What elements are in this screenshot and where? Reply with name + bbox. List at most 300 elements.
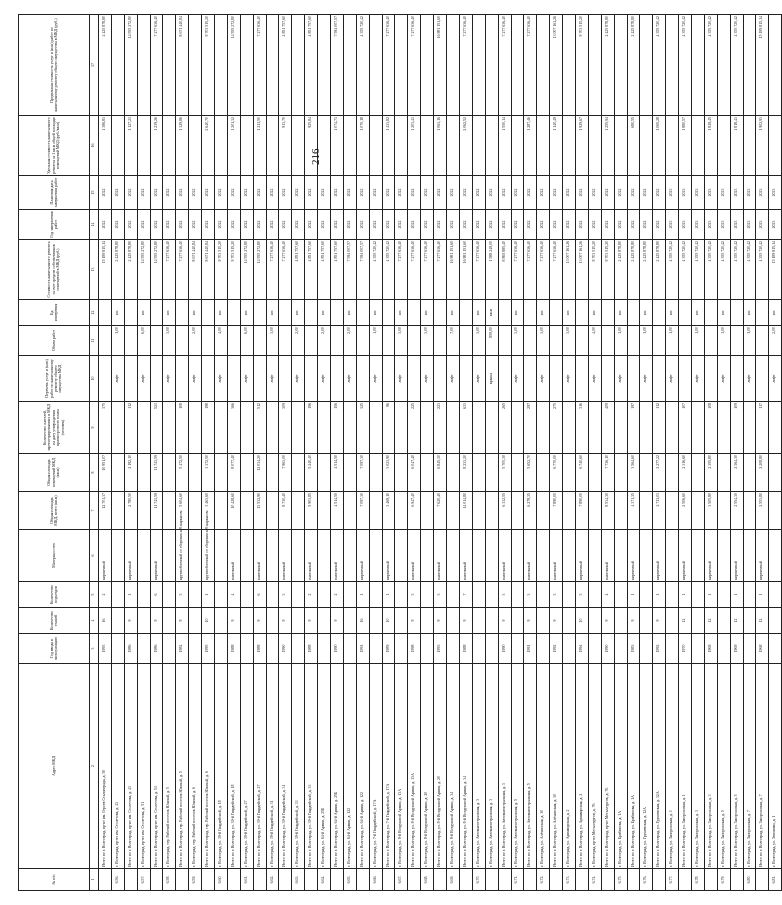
- table-cell: 2 208,80: [756, 454, 769, 492]
- table-cell: [343, 402, 356, 454]
- table-row: [472, 15, 485, 891]
- table-cell: [176, 356, 189, 402]
- table-cell: [511, 530, 524, 582]
- header-row: [19, 15, 90, 891]
- table-cell: 1 239,26: [150, 116, 163, 176]
- table-cell: 4 851 757,60: [331, 240, 344, 300]
- table-cell: [176, 300, 189, 326]
- table-cell: [511, 15, 524, 116]
- table-cell: лифт: [769, 356, 782, 402]
- table-cell: [485, 634, 498, 664]
- table-cell: кирпичный: [704, 530, 717, 582]
- table-cell: 2022: [292, 176, 305, 210]
- table-cell: 316: [575, 402, 588, 454]
- table-cell: [382, 326, 395, 356]
- table-cell: 3,00: [563, 326, 576, 356]
- table-cell: [356, 869, 369, 891]
- table-cell: 4 514,50: [331, 492, 344, 530]
- table-cell: 12: [730, 608, 743, 634]
- table-cell: 2022: [253, 210, 266, 240]
- table-cell: [601, 326, 614, 356]
- table-row: [408, 15, 421, 891]
- table-cell: [511, 402, 524, 454]
- table-cell: 6.74.: [588, 869, 601, 891]
- table-cell: [434, 300, 447, 326]
- table-cell: 13 007 161,26: [550, 15, 563, 116]
- table-cell: 4: [601, 582, 614, 608]
- table-cell: [704, 869, 717, 891]
- table-cell: [382, 356, 395, 402]
- table-cell: 4 851 757,60: [292, 240, 305, 300]
- table-cell: [318, 582, 331, 608]
- table-cell: 2022: [563, 176, 576, 210]
- table-cell: [395, 402, 408, 454]
- table-cell: [679, 300, 692, 326]
- table-cell: 1 140,49: [550, 116, 563, 176]
- table-cell: г. Волгоград, ул. 8-й Воздушной Армии, д. 34: [447, 664, 460, 869]
- table-cell: 2022: [601, 210, 614, 240]
- table-cell: 2022: [447, 176, 460, 210]
- table-cell: панельный: [279, 530, 292, 582]
- table-cell: г. Волгоград, ул. 8-й Воздушной Армии, д. 13А: [395, 664, 408, 869]
- table-cell: [318, 608, 331, 634]
- table-cell: [408, 869, 421, 891]
- table-cell: 6 770,00: [550, 454, 563, 492]
- table-cell: [163, 634, 176, 664]
- table-cell: 4: [227, 582, 240, 608]
- table-cell: 2022: [356, 210, 369, 240]
- table-cell: [679, 326, 692, 356]
- table-cell: Итого по г. Волгоград, ул. Армавирская, д. 2: [575, 664, 588, 869]
- table-cell: [163, 608, 176, 634]
- table-cell: 8 730,40: [279, 492, 292, 530]
- table-cell: 2 425 878,80: [601, 15, 614, 116]
- table-cell: 2023: [691, 210, 704, 240]
- table-cell: г. Волгоград, ул. Брябинова, д. 1А: [614, 664, 627, 869]
- table-cell: 2022: [550, 176, 563, 210]
- table-cell: 2022: [459, 176, 472, 210]
- table-cell: [666, 608, 679, 634]
- table-cell: 7 277 636,40: [524, 15, 537, 116]
- table-cell: [640, 492, 653, 530]
- table-cell: 9: [331, 608, 344, 634]
- table-cell: [447, 15, 460, 116]
- table-cell: 3: [408, 582, 421, 608]
- table-cell: [563, 492, 576, 530]
- table-cell: 7 277 636,40: [498, 15, 511, 116]
- table-cell: [253, 869, 266, 891]
- table-cell: 2022: [408, 176, 421, 210]
- table-cell: г. Волгоград, ул. Запорожская, д. 7: [743, 664, 756, 869]
- table-cell: 1,00: [691, 326, 704, 356]
- table-cell: шт.: [769, 300, 782, 326]
- table-cell: 108: [704, 402, 717, 454]
- table-row: [421, 15, 434, 891]
- table-cell: 10: [575, 608, 588, 634]
- table-cell: 1: [627, 582, 640, 608]
- table-cell: 4 851 757,60: [279, 15, 292, 116]
- table-cell: 7 277 636,40: [382, 15, 395, 116]
- table-cell: 2023: [756, 210, 769, 240]
- table-cell: [485, 15, 498, 116]
- table-cell: [447, 608, 460, 634]
- table-cell: 4 355 720,42: [756, 240, 769, 300]
- table-cell: шт.: [215, 300, 228, 326]
- table-cell: [511, 492, 524, 530]
- table-cell: 4 371,35: [627, 492, 640, 530]
- table-cell: [756, 869, 769, 891]
- column-header: Предельная стоимость услуг и (или) работ по капитальному ремонту общего имущества в МКД (руб.): [19, 15, 90, 116]
- table-cell: [524, 869, 537, 891]
- table-cell: [163, 492, 176, 530]
- table-cell: 1: [356, 582, 369, 608]
- table-cell: 2: [331, 582, 344, 608]
- table-cell: 4 851 757,60: [305, 15, 318, 116]
- table-cell: [421, 582, 434, 608]
- table-cell: лифт: [369, 356, 382, 402]
- table-row: [305, 15, 318, 891]
- table-cell: 2023: [743, 176, 756, 210]
- table-cell: [717, 15, 730, 116]
- table-cell: 3,00: [395, 326, 408, 356]
- table-cell: [343, 15, 356, 116]
- table-cell: [614, 608, 627, 634]
- table-cell: 12 701,37: [99, 492, 112, 530]
- table-cell: 1995: [202, 634, 215, 664]
- table-cell: [215, 116, 228, 176]
- table-cell: 2022: [176, 210, 189, 240]
- table-cell: 2022: [202, 176, 215, 210]
- table-cell: лифт: [666, 356, 679, 402]
- table-cell: 2022: [111, 210, 124, 240]
- table-cell: [537, 608, 550, 634]
- table-cell: [588, 582, 601, 608]
- table-cell: [485, 608, 498, 634]
- table-cell: 1 902,93: [756, 116, 769, 176]
- table-cell: [691, 530, 704, 582]
- table-cell: 10: [382, 608, 395, 634]
- table-cell: 9: [434, 608, 447, 634]
- column-header: Удельная стоимость капитального ремонта за 1 кв.м общей площади помещений МКД (руб./кв.м): [19, 116, 90, 176]
- table-cell: [653, 326, 666, 356]
- table-row: [356, 15, 369, 891]
- table-cell: Итого по г. Волгоград, ул. Запорожская, д. 7: [756, 664, 769, 869]
- table-cell: 9: [176, 608, 189, 634]
- table-cell: [356, 326, 369, 356]
- table-cell: 4 355 720,42: [691, 240, 704, 300]
- table-cell: 1990: [331, 634, 344, 664]
- table-cell: шт.: [266, 300, 279, 326]
- table-cell: 265: [498, 402, 511, 454]
- table-cell: [717, 492, 730, 530]
- table-cell: 2022: [124, 210, 137, 240]
- table-cell: [743, 492, 756, 530]
- table-cell: 2022: [511, 210, 524, 240]
- table-row: [202, 15, 215, 891]
- table-cell: 2022: [498, 176, 511, 210]
- table-cell: лифт: [292, 356, 305, 402]
- table-cell: лифт: [137, 356, 150, 402]
- table-cell: 3 469,10: [382, 492, 395, 530]
- table-cell: 1986: [150, 634, 163, 664]
- table-cell: [640, 634, 653, 664]
- table-cell: 7,00: [447, 326, 460, 356]
- table-cell: [743, 582, 756, 608]
- table-cell: 375: [99, 402, 112, 454]
- table-cell: [137, 402, 150, 454]
- table-cell: 1,00: [111, 326, 124, 356]
- table-cell: 7 620,40: [434, 492, 447, 530]
- table-cell: 1 929,67: [575, 116, 588, 176]
- table-cell: 2 364,30: [730, 454, 743, 492]
- table-cell: [563, 15, 576, 116]
- table-cell: 2 425 878,80: [124, 240, 137, 300]
- table-cell: [395, 15, 408, 116]
- table-cell: 1986: [124, 634, 137, 664]
- table-cell: 9 703 515,20: [601, 240, 614, 300]
- table-cell: [395, 530, 408, 582]
- table-cell: [343, 582, 356, 608]
- table-cell: 2022: [653, 176, 666, 210]
- table-cell: [163, 582, 176, 608]
- table-cell: 9: [227, 608, 240, 634]
- table-cell: 3,00: [421, 326, 434, 356]
- table-cell: [666, 530, 679, 582]
- table-cell: 2 554,30: [730, 492, 743, 530]
- table-cell: Итого по г. Волгоград, пр-кт им. Столетова, д. 43: [124, 664, 137, 869]
- table-cell: 2022: [369, 210, 382, 240]
- table-cell: 1 127,21: [124, 116, 137, 176]
- table-cell: лифт: [447, 356, 460, 402]
- table-cell: [653, 869, 666, 891]
- table-cell: 1 880,57: [679, 116, 692, 176]
- table-cell: 521: [150, 402, 163, 454]
- table-cell: [124, 869, 137, 891]
- table-cell: [266, 454, 279, 492]
- table-cell: 2023: [769, 176, 782, 210]
- table-cell: лифт: [189, 356, 202, 402]
- table-cell: [240, 608, 253, 634]
- table-cell: 3: [524, 582, 537, 608]
- table-cell: 7 277 636,40: [395, 240, 408, 300]
- table-cell: 8 671 440,84: [176, 15, 189, 116]
- table-cell: г. Волгоград, ул. Запорожская, д. 1: [666, 664, 679, 869]
- table-cell: 7 736,10: [601, 454, 614, 492]
- table-cell: 2023: [730, 210, 743, 240]
- table-row: [614, 15, 627, 891]
- table-cell: 9: [305, 608, 318, 634]
- table-cell: [769, 454, 782, 492]
- table-cell: [666, 116, 679, 176]
- table-cell: [627, 300, 640, 326]
- column-number: 4: [90, 608, 99, 634]
- table-cell: 7 277 636,40: [434, 240, 447, 300]
- table-cell: [395, 582, 408, 608]
- table-cell: 2022: [472, 210, 485, 240]
- table-cell: 15 189 815,14: [99, 240, 112, 300]
- table-cell: г. Волгоград, ул. Армавирская, д. 2: [563, 664, 576, 869]
- table-cell: [111, 402, 124, 454]
- table-row: [253, 15, 266, 891]
- table-cell: лифт: [111, 356, 124, 402]
- table-cell: [189, 116, 202, 176]
- table-cell: [292, 15, 305, 116]
- table-cell: 2022: [485, 210, 498, 240]
- table-cell: 6.67.: [395, 869, 408, 891]
- table-cell: 1988: [459, 634, 472, 664]
- table-cell: [111, 116, 124, 176]
- table-row: [563, 15, 576, 891]
- table-cell: 2,00: [769, 326, 782, 356]
- table-cell: 11 743,59: [150, 454, 163, 492]
- table-cell: 9: [524, 608, 537, 634]
- table-cell: Итого по г. Волгоград, тер. Рабочий поселок Южный, д. 5: [176, 664, 189, 869]
- column-header: Год завершения работ: [19, 210, 90, 240]
- table-cell: [447, 530, 460, 582]
- table-cell: [240, 530, 253, 582]
- table-cell: [189, 634, 202, 664]
- table-cell: 1991: [524, 634, 537, 664]
- table-cell: 2022: [266, 176, 279, 210]
- table-cell: 6: [150, 582, 163, 608]
- table-cell: [730, 356, 743, 402]
- table-cell: 2022: [202, 210, 215, 240]
- table-cell: лифт: [421, 356, 434, 402]
- table-row: [679, 15, 692, 891]
- table-cell: [601, 356, 614, 402]
- table-cell: 1998: [408, 634, 421, 664]
- table-cell: [305, 326, 318, 356]
- table-cell: г. Волгоград, пр-кт Металлургов, д. 76: [588, 664, 601, 869]
- table-cell: 1 074,71: [331, 116, 344, 176]
- table-cell: 7 277 636,40: [524, 240, 537, 300]
- table-cell: [459, 869, 472, 891]
- table-cell: [640, 116, 653, 176]
- column-number: 11: [90, 326, 99, 356]
- table-cell: 1970: [679, 634, 692, 664]
- table-cell: 7 594 007,57: [331, 15, 344, 116]
- column-number: 14: [90, 210, 99, 240]
- table-cell: [704, 326, 717, 356]
- table-cell: 2022: [292, 210, 305, 240]
- table-cell: [640, 454, 653, 492]
- table-cell: 2022: [137, 210, 150, 240]
- table-cell: [640, 15, 653, 116]
- table-cell: [459, 326, 472, 356]
- table-cell: 9: [124, 608, 137, 634]
- table-cell: 1992: [653, 634, 666, 664]
- table-cell: [614, 492, 627, 530]
- table-cell: 1984: [176, 634, 189, 664]
- table-cell: [266, 608, 279, 634]
- table-cell: 16 981 151,60: [447, 240, 460, 300]
- table-cell: 9: [150, 608, 163, 634]
- table-cell: 8 077,40: [227, 454, 240, 492]
- table-cell: 9: [627, 608, 640, 634]
- table-cell: Итого по г. Волгоград, пр-кт им. Героев Сталинграда, д. 50: [99, 664, 112, 869]
- table-cell: 2022: [627, 210, 640, 240]
- table-cell: 2 425 878,80: [627, 240, 640, 300]
- table-cell: 7 890,00: [550, 492, 563, 530]
- table-cell: [640, 608, 653, 634]
- table-cell: панельный: [331, 530, 344, 582]
- table-cell: 2022: [408, 210, 421, 240]
- table-cell: [472, 402, 485, 454]
- table-cell: 16: [356, 608, 369, 634]
- table-cell: [227, 326, 240, 356]
- table-row: [111, 15, 124, 891]
- table-cell: [537, 492, 550, 530]
- table-cell: [150, 869, 163, 891]
- table-cell: 1992: [550, 634, 563, 664]
- table-cell: [163, 116, 176, 176]
- table-cell: 2022: [395, 210, 408, 240]
- table-cell: 14 555 272,80: [253, 240, 266, 300]
- table-cell: 2022: [137, 176, 150, 210]
- table-cell: 2 711,01: [653, 492, 666, 530]
- table-row: [124, 15, 137, 891]
- table-cell: [743, 15, 756, 116]
- table-cell: 2022: [99, 210, 112, 240]
- table-cell: [717, 402, 730, 454]
- table-cell: Итого по г. Волгоград, ул. Запорожская, д. 5: [730, 664, 743, 869]
- table-cell: шт.: [472, 300, 485, 326]
- table-cell: кирпичный: [575, 530, 588, 582]
- table-cell: [266, 530, 279, 582]
- table-cell: 6.72.: [537, 869, 550, 891]
- table-cell: шт.: [537, 300, 550, 326]
- table-cell: [382, 869, 395, 891]
- table-row: [266, 15, 279, 891]
- table-cell: [137, 634, 150, 664]
- table-cell: лифт: [240, 356, 253, 402]
- table-cell: 107: [679, 402, 692, 454]
- table-cell: 2022: [434, 176, 447, 210]
- table-cell: 6.76.: [640, 869, 653, 891]
- table-cell: 6,00: [137, 326, 150, 356]
- table-cell: [614, 530, 627, 582]
- table-cell: [292, 116, 305, 176]
- table-cell: 1989: [382, 634, 395, 664]
- table-cell: [537, 15, 550, 116]
- table-cell: шт.: [189, 300, 202, 326]
- column-header: Адрес МКД: [19, 664, 90, 869]
- table-cell: 1: [756, 582, 769, 608]
- table-cell: г. Волгоград, ул. 39-й Гвардейской, д. 33: [292, 664, 305, 869]
- table-cell: 1 065,28: [653, 116, 666, 176]
- table-cell: [163, 402, 176, 454]
- table-cell: [408, 326, 421, 356]
- table-cell: 16 981 151,60: [434, 15, 447, 116]
- table-cell: 225: [408, 402, 421, 454]
- page-number: 216: [310, 148, 322, 166]
- table-cell: 325: [356, 402, 369, 454]
- table-cell: 6.65.: [343, 869, 356, 891]
- table-cell: шт.: [447, 300, 460, 326]
- table-cell: лифт: [614, 356, 627, 402]
- table-cell: шт.: [614, 300, 627, 326]
- table-cell: г. Волгоград, ул. Запорожская, д. 5: [717, 664, 730, 869]
- table-cell: [485, 530, 498, 582]
- table-cell: 1 550,14: [498, 116, 511, 176]
- table-cell: [434, 869, 447, 891]
- table-cell: 6.68.: [421, 869, 434, 891]
- table-cell: 2023: [704, 210, 717, 240]
- table-cell: [421, 15, 434, 116]
- table-cell: 1: [124, 582, 137, 608]
- table-cell: 6 047,40: [408, 454, 421, 492]
- table-row: [550, 15, 563, 891]
